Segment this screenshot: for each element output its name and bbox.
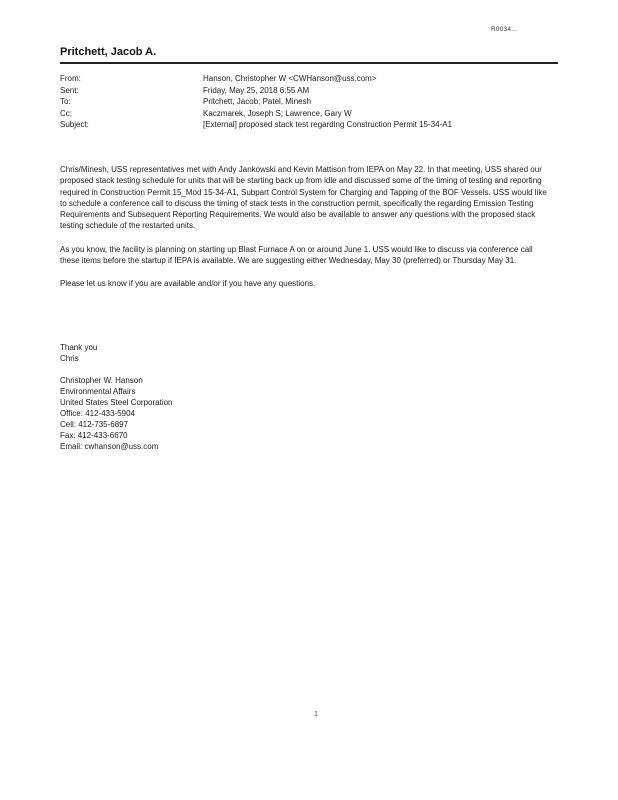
header-value: Hanson, Christopher W <CWHanson@uss.com>	[203, 74, 377, 83]
header-to	[60, 96, 558, 108]
closing-line: Thank you	[60, 343, 98, 352]
header-value: Friday, May 25, 2018 6:55 AM	[203, 85, 310, 95]
signature-cell-phone: Cell: 412-735-6897	[60, 420, 129, 429]
page-number: 1	[314, 711, 318, 718]
body-paragraph: Please let us know if you are available and/or if you have any questions.	[60, 279, 316, 289]
header-label: From:	[60, 74, 81, 83]
sender-name: Pritchett, Jacob A.	[60, 46, 157, 58]
header-value: [External] proposed stack test regarding Construction Permit 15-34-A1	[203, 120, 453, 129]
header-value: Pritchett, Jacob; Patel, Minesh	[203, 97, 312, 106]
header-divider	[60, 62, 558, 64]
body-paragraph: As you know, the facility is planning on starting up Blast Furnace A on or around June 1. USS would like to discuss via conference call these items before the startup if IEPA is available. We are suggesting either Wednesday, May 30 (preferred) or Thursday May 31.	[60, 244, 533, 266]
header-label: To:	[60, 97, 71, 106]
bates-number: R0034...	[491, 26, 518, 33]
signature-name: Christopher W. Hanson	[60, 376, 143, 385]
header-value: Kaczmarek, Joseph S; Lawrence, Gary W	[203, 108, 352, 118]
signature-fax: Fax: 412-433-6670	[60, 431, 128, 440]
header-cc	[60, 108, 558, 120]
header-sent	[60, 85, 558, 97]
email-headers	[60, 73, 558, 131]
closing-name: Chris	[60, 354, 79, 363]
body-paragraph: Chris/Minesh, USS representatives met with Andy Jankowski and Kevin Mattison from IEPA on May 22. In that meeting, USS shared our proposed stack testing schedule for units that will be starting back up from idle and discussed some of the timing of testing and reporting required in Construction Permit 15_Mod 15-34-A1, Subpart Control System for Charging and Tapping of the BOF Vessels. USS would like to schedule a conference call to discuss the timing of stack tests in the construction permit, specifically the regarding Emission Testing Requirements and Subsequent Reporting Requirements. We would also be available to answer any questions with the proposed stack testing schedule of the restarted units.	[60, 165, 547, 231]
email-body	[60, 164, 552, 302]
header-label: Sent:	[60, 85, 79, 95]
signature-office-phone: Office: 412-433-5904	[60, 409, 136, 418]
header-label: Subject:	[60, 120, 89, 129]
signature-block	[60, 342, 173, 452]
header-subject	[60, 119, 558, 131]
header-from	[60, 73, 558, 85]
header-label: Cc:	[60, 108, 72, 118]
signature-email: Email: cwhanson@uss.com	[60, 442, 159, 451]
signature-department: Environmental Affairs	[60, 387, 136, 396]
signature-company: United States Steel Corporation	[60, 398, 173, 407]
